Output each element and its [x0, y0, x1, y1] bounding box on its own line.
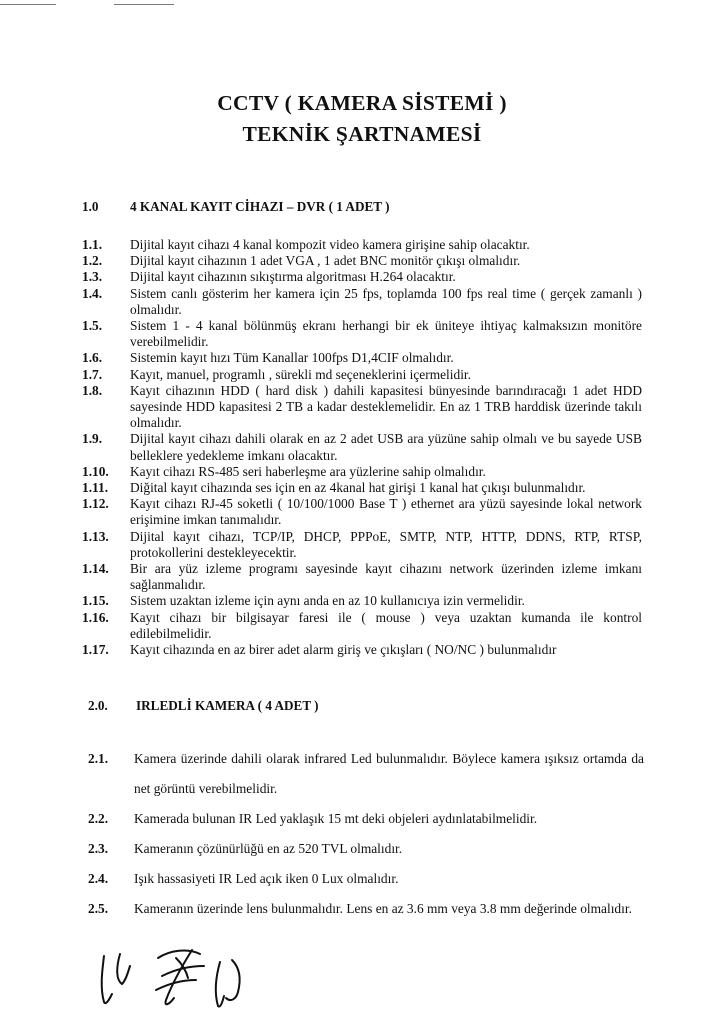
item-number: 1.9.	[82, 431, 103, 447]
list-item	[82, 610, 642, 642]
item-number: 1.17.	[82, 642, 109, 658]
item-number: 2.5.	[88, 901, 109, 916]
item-text: Kamera üzerinde dahili olarak infrared Led bulunmalıdır. Böylece kamera ışıksız ortamda da net görüntü verebilmelidir.	[134, 751, 644, 796]
item-text: Kameranın üzerinde lens bulunmalıdır. Lens en az 3.6 mm veya 3.8 mm değerinde olmalıdır.	[134, 901, 632, 916]
item-text: Dijital kayıt cihazının 1 adet VGA , 1 adet BNC monitör çıkışı olmalıdır.	[130, 253, 521, 269]
item-number: 1.14.	[82, 561, 109, 577]
item-number: 1.15.	[82, 593, 109, 609]
item-text: Bir ara yüz izleme programı sayesinde kayıt cihazını network üzerinden izleme imkanı sağlanmalıdır.	[130, 561, 642, 593]
item-number: 1.5.	[82, 318, 103, 334]
item-text: Sistem 1 - 4 kanal bölünmüş ekranı herhangi bir ek üniteye ihtiyaç kalmaksızın monitöre verebilmelidir.	[130, 318, 642, 350]
item-text: Kayıt, manuel, programlı , sürekli md seçeneklerini içermelidir.	[130, 366, 471, 382]
item-text: Sistem uzaktan izleme için aynı anda en az 10 kullanıcıya izin vermelidir.	[130, 593, 525, 609]
item-number: 1.10.	[82, 463, 109, 479]
list-item	[88, 864, 644, 894]
section-1-list	[82, 237, 642, 658]
item-text: Dijital kayıt cihazı dahili olarak en az 2 adet USB ara yüzüne sahip olmalı ve bu sayede USB belleklere yedekleme imkanı olacaktır.	[130, 431, 642, 463]
item-text: Kameranın çözünürlüğü en az 520 TVL olmalıdır.	[134, 841, 403, 856]
list-item	[82, 529, 642, 561]
item-text: Diğital kayıt cihazında ses için en az 4kanal hat girişi 1 kanal hat çıkışı bulunmalıdır.	[130, 480, 586, 496]
item-text: Kayıt cihazı RS-485 seri haberleşme ara yüzlerine sahip olmalıdır.	[130, 463, 486, 479]
item-text: Dijital kayıt cihazı 4 kanal kompozit video kamera girişine sahip olacaktır.	[130, 237, 530, 252]
list-item	[82, 480, 642, 496]
list-item	[82, 383, 642, 432]
section-number: 1.0	[82, 199, 99, 214]
list-item	[82, 431, 642, 463]
item-number: 1.12.	[82, 496, 109, 512]
scan-edge-line	[114, 4, 174, 5]
list-item	[88, 744, 644, 804]
list-item	[82, 253, 642, 269]
item-text: Sistem canlı gösterim her kamera için 25 fps, toplamda 100 fps real time ( gerçek zamanlı ) olmalıdır.	[130, 285, 642, 317]
section-title: IRLEDLİ KAMERA ( 4 ADET )	[136, 698, 319, 713]
list-item	[82, 561, 642, 593]
item-number: 1.13.	[82, 528, 109, 544]
item-text: Dijital kayıt cihazı, TCP/IP, DHCP, PPPoE, SMTP, NTP, HTTP, DDNS, RTP, RTSP, protokollerini destekleyecektir.	[130, 528, 642, 560]
item-number: 1.6.	[82, 350, 103, 366]
item-number: 1.7.	[82, 366, 103, 382]
list-item	[82, 286, 642, 318]
item-number: 1.2.	[82, 253, 103, 269]
item-text: Kayıt cihazı RJ-45 soketli ( 10/100/1000 Base T ) ethernet ara yüzü sayesinde lokal network erişimine imkan tanımalıdır.	[130, 496, 642, 528]
item-text: Sistemin kayıt hızı Tüm Kanallar 100fps D1,4CIF olmalıdır.	[130, 350, 454, 366]
item-number: 1.1.	[82, 237, 103, 252]
list-item	[82, 642, 642, 658]
list-item	[88, 834, 644, 864]
list-item	[82, 464, 642, 480]
title-line-2: TEKNİK ŞARTNAMESİ	[242, 122, 482, 146]
section-2-list	[88, 744, 644, 924]
item-number: 2.3.	[88, 841, 109, 856]
list-item	[82, 350, 642, 366]
item-number: 2.4.	[88, 871, 109, 886]
scan-edge-line	[0, 4, 56, 5]
item-number: 2.1.	[88, 751, 109, 766]
list-item	[82, 237, 642, 253]
item-number: 1.8.	[82, 382, 103, 398]
item-text: Işık hassasiyeti IR Led açık iken 0 Lux olmalıdır.	[134, 871, 399, 886]
page-title	[0, 88, 724, 150]
list-item	[82, 496, 642, 528]
item-number: 1.16.	[82, 609, 109, 625]
list-item	[82, 367, 642, 383]
item-text: Dijital kayıt cihazının sıkıştırma algoritması H.264 olacaktır.	[130, 269, 456, 285]
item-number: 2.2.	[88, 811, 109, 826]
handwritten-signature	[96, 936, 266, 1016]
item-number: 1.4.	[82, 285, 103, 301]
section-title: 4 KANAL KAYIT CİHAZI – DVR ( 1 ADET )	[130, 199, 390, 214]
list-item	[88, 894, 644, 924]
list-item	[82, 269, 642, 285]
item-text: Kayıt cihazı bir bilgisayar faresi ile ( mouse ) veya uzaktan kumanda ile kontrol edilebilmelidir.	[130, 609, 642, 641]
item-number: 1.11.	[82, 480, 109, 496]
title-line-1: CCTV ( KAMERA SİSTEMİ )	[217, 91, 507, 115]
section-number: 2.0.	[88, 698, 108, 713]
item-number: 1.3.	[82, 269, 103, 285]
list-item	[82, 318, 642, 350]
list-item	[88, 804, 644, 834]
item-text: Kayıt cihazında en az birer adet alarm giriş ve çıkışları ( NO/NC ) bulunmalıdır	[130, 642, 557, 658]
item-text: Kamerada bulunan IR Led yaklaşık 15 mt deki objeleri aydınlatabilmelidir.	[134, 811, 538, 826]
list-item	[82, 593, 642, 609]
item-text: Kayıt cihazının HDD ( hard disk ) dahili kapasitesi bünyesinde barındıracağı 1 adet HDD sayesinde HDD kapasitesi 2 TB a kadar desteklemelidir. En az 1 TRB harddisk üzerinde takılı olmalıdır.	[130, 382, 642, 431]
